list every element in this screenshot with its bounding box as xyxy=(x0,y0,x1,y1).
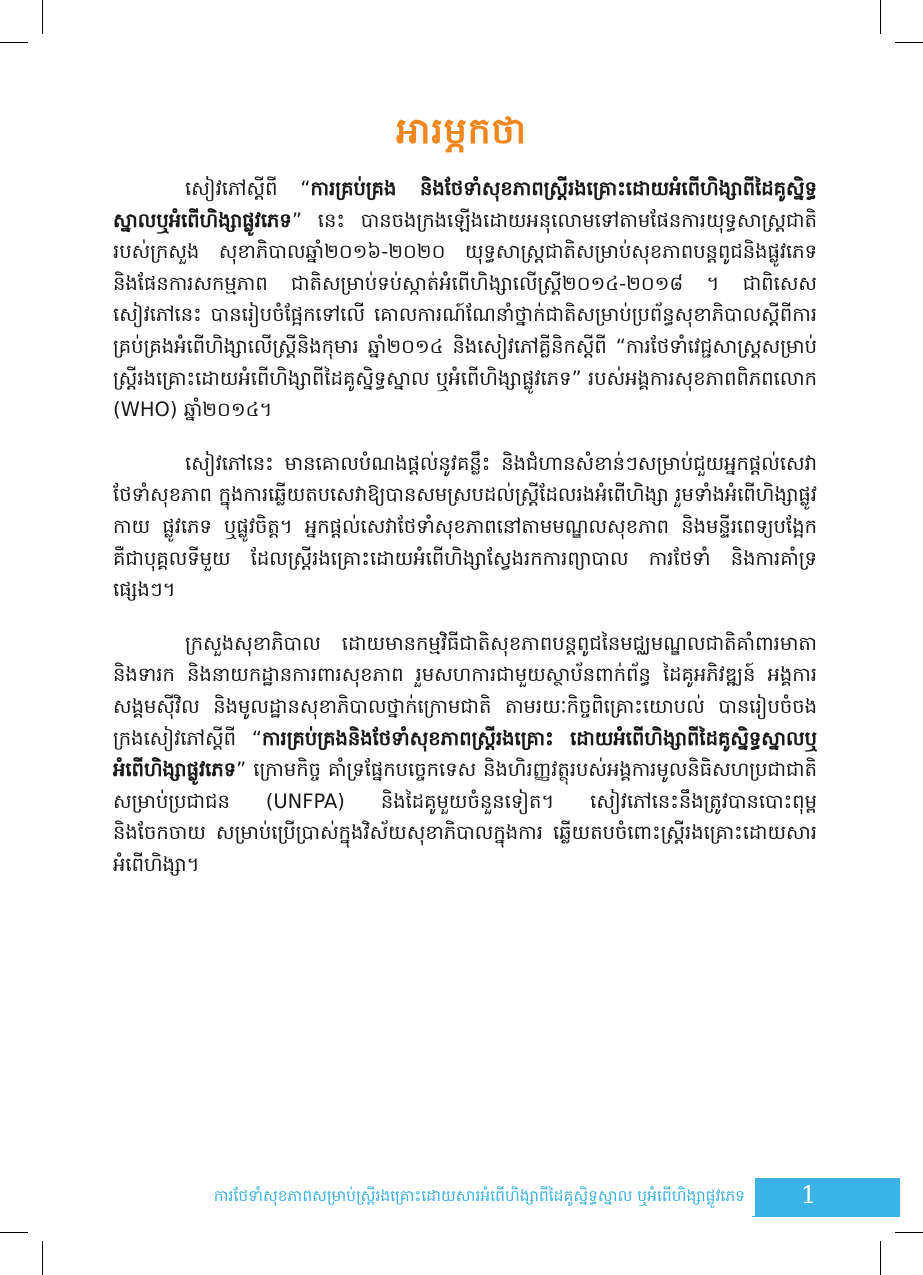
text-run: សៀវភៅស្តីពី “ xyxy=(185,177,311,200)
crop-mark xyxy=(42,0,43,34)
crop-mark xyxy=(880,0,881,34)
body-text xyxy=(113,173,817,902)
crop-mark xyxy=(42,1241,43,1275)
page-number: 1 xyxy=(801,1181,817,1209)
page-number-box xyxy=(752,1178,900,1216)
page-title: អារម្ភកថា xyxy=(396,111,527,152)
text-run: ក្រសួងសុខាភិបាល ដោយមានកម្មវិធីជាតិសុខភាពបន្តពូជនៃមជ្ឈមណ្ឌលជាតិគាំពារមាតា និងទារក និងនាយកដ្ឋានការពារសុខភាព រួមសហការជាមួយស្ថាប័នពាក់ព័ន្ធ ដៃគូអភិវឌ្ឍន៍ អង្គការសង្គមស៊ីវិល និងមូលដ្ឋានសុខាភិបាលថ្នាក់ក្រោមជាតិ តាមរយៈកិច្ចពិគ្រោះយោបល់ បានរៀបចំចងក្រងសៀវភៅស្តីពី “ xyxy=(113,631,817,750)
page-footer xyxy=(0,1178,923,1216)
crop-mark xyxy=(0,42,28,43)
crop-mark xyxy=(0,1232,28,1233)
paragraph xyxy=(113,448,817,606)
paragraph xyxy=(113,628,817,881)
footer-rule xyxy=(752,1216,900,1217)
crop-mark xyxy=(895,1232,923,1233)
text-run: សៀវភៅនេះ មានគោលបំណងផ្តល់នូវគន្លឹះ និងជំហានសំខាន់ៗសម្រាប់ជួយអ្នកផ្តល់សេវាថែទាំសុខភាព ក្នុងការឆ្លើយតបសេវាឱ្យបានសមស្របដល់ស្ត្រីដែលរងអំពើហិង្សា រួមទាំងអំពើហិង្សាផ្លូវកាយ ផ្លូវភេទ ឬផ្លូវចិត្ត។ អ្នកផ្តល់សេវាថែទាំសុខភាពនៅតាមមណ្ឌលសុខភាព និងមន្ទីរពេទ្យបង្អែកគឺជាបុគ្គលទីមួយ ដែលស្ត្រីរងគ្រោះដោយអំពើហិង្សាស្វែងរកការព្យាបាល ការថែទាំ និងការគាំទ្រផ្សេងៗ។ xyxy=(113,451,817,602)
crop-mark xyxy=(895,42,923,43)
footer-running-title: ការថែទាំសុខភាពសម្រាប់ស្ត្រីរងគ្រោះដោយសារអំពើហិង្សាពីដៃគូស្និទ្ធស្នាល ឬអំពើហិង្សាផ្លូវភេទ xyxy=(213,1187,745,1205)
crop-mark xyxy=(880,1241,881,1275)
text-run: ” ក្រោមកិច្ច គាំទ្រផ្នែកបច្ចេកទេស និងហិរញ្ញវត្ថុរបស់អង្គការមូលនិធិសហប្រជាជាតិសម្រាប់ប្រជាជន (UNFPA) និងដៃគូមួយចំនួនទៀត។ សៀវភៅនេះនឹងត្រូវបានបោះពុម្ពនិងចែកចាយ សម្រាប់ប្រើប្រាស់ក្នុងវិស័យសុខាភិបាលក្នុងការ ឆ្លើយតបចំពោះស្ត្រីរងគ្រោះដោយសារអំពើហិង្សា។ xyxy=(113,758,817,876)
book-title-bold: ការគ្រប់គ្រង និងថែទាំសុខភាពស្ត្រីរងគ្រោះដោយអំពើហិង្សាពីដៃគូស្និទ្ធស្នាលឬអំពើហិង្សាផ្លូវភេទ xyxy=(113,177,817,232)
paragraph xyxy=(113,173,817,426)
text-run: ” នេះ បានចងក្រងឡើងដោយអនុលោមទៅតាមផែនការយុទ្ធសាស្ត្រជាតិ របស់ក្រសួង សុខាភិបាលឆ្នាំ២០១៦-២០២០ យុទ្ធសាស្ត្រជាតិសម្រាប់សុខភាពបន្តពូជនិងផ្លូវភេទ និងផែនការសកម្មភាព ជាតិសម្រាប់ទប់ស្កាត់អំពើហិង្សាលើស្ត្រី២០១៤-២០១៨ ។ ជាពិសេស សៀវភៅនេះ បានរៀបចំផ្អែកទៅលើ គោលការណ៍ណែនាំថ្នាក់ជាតិសម្រាប់ប្រព័ន្ធសុខាភិបាលស្តីពីការគ្រប់គ្រងអំពើហិង្សាលើស្ត្រីនិងកុមារ ឆ្នាំ២០១៤ និងសៀវភៅគ្លីនិកស្តីពី “ការថែទាំវេជ្ជសាស្ត្រសម្រាប់ស្ត្រីរងគ្រោះដោយអំពើហិង្សាពីដៃគូស្និទ្ធស្នាល ឬអំពើហិង្សាផ្លូវភេទ” របស់អង្គការសុខភាពពិភពលោក (WHO) ឆ្នាំ២០១៤។ xyxy=(113,208,817,422)
book-title-bold: ការគ្រប់គ្រងនិងថែទាំសុខភាពស្ត្រីរងគ្រោះ ដោយអំពើហិង្សាពីដៃគូស្និទ្ធស្នាលឬអំពើហិង្សាផ្លូវភេទ xyxy=(113,726,817,782)
